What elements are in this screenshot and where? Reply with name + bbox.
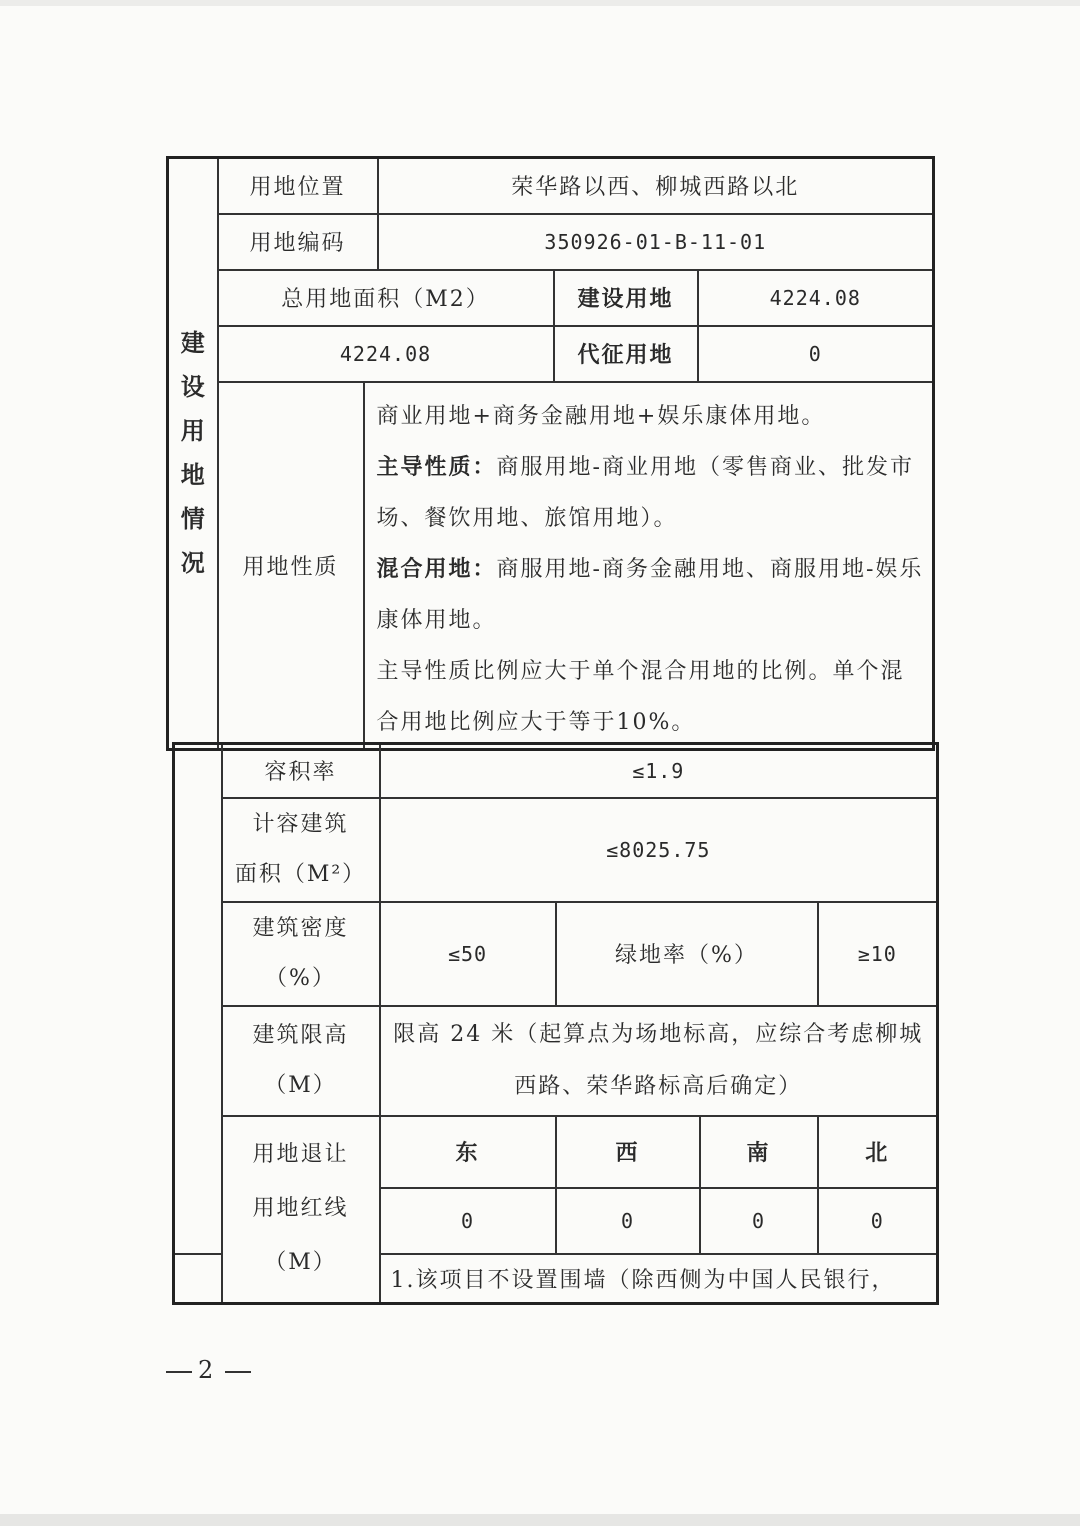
total-area-label: 总用地面积（M2） (218, 270, 554, 326)
planning-indicators-table (172, 742, 939, 1305)
far-label: 容积率 (222, 744, 380, 798)
page-number: 2 (160, 1356, 257, 1384)
land-nature-label: 用地性质 (218, 382, 364, 750)
height-limit-text: 限高 24 米（起算点为场地标高，应综合考虑柳城西路、荣华路标高后确定） (380, 1006, 938, 1116)
section-vertical-label: 建 设 用 地 情 况 (168, 158, 218, 750)
green-rate-value: ≥10 (818, 902, 938, 1006)
main-nature-label: 主导性质： (376, 453, 497, 480)
acquisition-land-value: 0 (698, 326, 934, 382)
land-nature-text (364, 382, 934, 750)
green-rate-label: 绿地率（%） (556, 902, 818, 1006)
setback-north-label: 北 (818, 1116, 938, 1188)
construction-land-label: 建设用地 (554, 270, 698, 326)
page-bottom-edge (0, 1514, 1080, 1526)
setback-east-value: 0 (380, 1188, 556, 1254)
land-nature-line1: 商业用地+商务金融用地+娱乐康体用地。 (376, 403, 826, 429)
setback-south-value: 0 (700, 1188, 818, 1254)
setback-west-label: 西 (556, 1116, 700, 1188)
setback-south-label: 南 (700, 1116, 818, 1188)
setback-note: 1.该项目不设置围墙（除西侧为中国人民银行， (380, 1254, 938, 1304)
gfa-value: ≤8025.75 (380, 798, 938, 902)
gfa-label: 计容建筑 面积（M²） (222, 798, 380, 902)
page-top-edge (0, 0, 1080, 6)
setback-label: 用地退让 用地红线 （M） (222, 1116, 380, 1304)
ratio-text: 主导性质比例应大于单个混合用地的比例。单个混合用地比例应大于等于10%。 (376, 658, 905, 735)
far-value: ≤1.9 (380, 744, 938, 798)
construction-land-table (166, 156, 935, 751)
location-value: 荣华路以西、柳城西路以北 (378, 158, 934, 214)
code-value: 350926-01-B-11-01 (378, 214, 934, 270)
acquisition-land-label: 代征用地 (554, 326, 698, 382)
code-label: 用地编码 (218, 214, 378, 270)
section2-side-column (174, 744, 222, 1254)
location-label: 用地位置 (218, 158, 378, 214)
setback-east-label: 东 (380, 1116, 556, 1188)
density-label: 建筑密度 （%） (222, 902, 380, 1006)
construction-land-value: 4224.08 (698, 270, 934, 326)
setback-north-value: 0 (818, 1188, 938, 1254)
setback-west-value: 0 (556, 1188, 700, 1254)
section2-side-column-bottom (174, 1254, 222, 1304)
total-area-value: 4224.08 (218, 326, 554, 382)
mixed-land-text: 商服用地-商务金融用地、商服用地-娱乐康体用地。 (376, 556, 924, 633)
density-value: ≤50 (380, 902, 556, 1006)
main-nature-text: 商服用地-商业用地（零售商业、批发市场、餐饮用地、旅馆用地）。 (376, 454, 914, 531)
height-limit-label: 建筑限高 （M） (222, 1006, 380, 1116)
mixed-land-label: 混合用地： (376, 555, 497, 582)
